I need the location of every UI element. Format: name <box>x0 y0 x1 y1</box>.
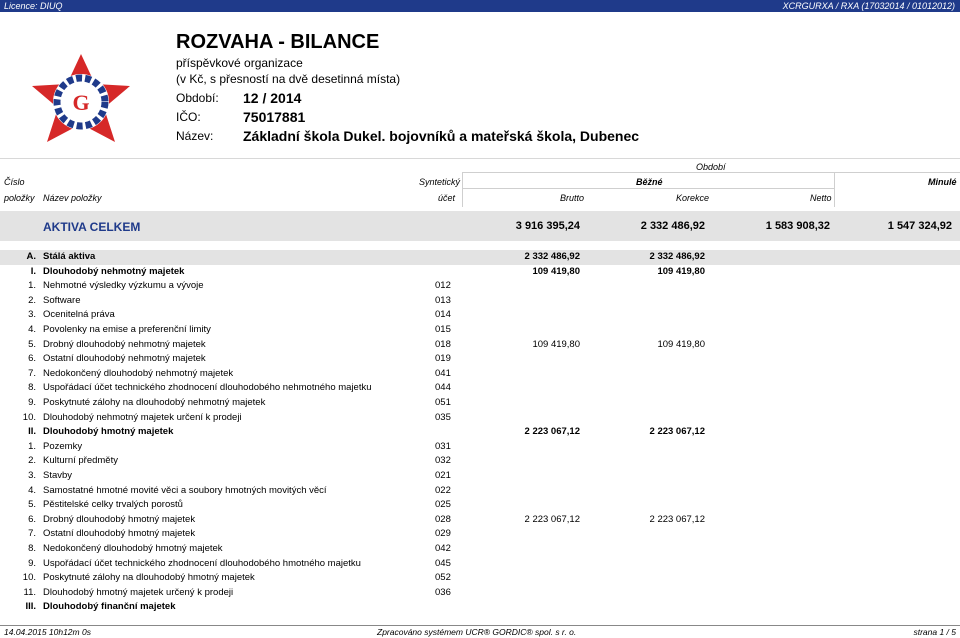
item-name: Uspořádací účet technického zhodnocení dlouhodobého nehmotného majetku <box>43 382 372 394</box>
row-number: 2. <box>28 455 36 467</box>
table-row <box>0 338 960 353</box>
name-value: Základní škola Dukel. bojovníků a mateřská škola, Dubenec <box>243 128 640 144</box>
row-number: 6. <box>28 513 36 525</box>
item-name: Nehmotné výsledky výzkumu a vývoje <box>43 280 204 292</box>
row-number: 6. <box>28 353 36 365</box>
account-number: 022 <box>435 484 451 496</box>
gordic-logo <box>22 52 140 148</box>
item-name: Software <box>43 294 81 306</box>
grand-total-brutto: 3 916 395,24 <box>515 220 580 232</box>
item-name: Nedokončený dlouhodobý nehmotný majetek <box>43 367 234 379</box>
item-name: Ostatní dlouhodobý nehmotný majetek <box>43 353 206 365</box>
col-synteticky: Syntetický <box>419 177 461 187</box>
units-note: (v Kč, s přesností na dvě desetinná místa) <box>176 72 401 86</box>
item-name: Poskytnuté zálohy na dlouhodobý nehmotný majetek <box>43 397 266 408</box>
account-number: 032 <box>435 455 451 467</box>
row-number: 8. <box>28 382 36 394</box>
row-number: 3. <box>28 470 36 481</box>
row-number: 4. <box>28 324 36 335</box>
account-number: 052 <box>435 572 451 584</box>
col-minule: Minulé <box>928 177 957 187</box>
table-row <box>0 527 960 542</box>
table-row <box>0 469 960 484</box>
name-label: Název: <box>176 129 214 143</box>
row-number: 7. <box>28 367 36 379</box>
table-row <box>0 542 960 557</box>
row-number: 3. <box>28 309 36 321</box>
account-number: 051 <box>435 397 451 408</box>
account-number: 031 <box>435 440 451 452</box>
account-number: 018 <box>435 338 451 350</box>
account-number: 042 <box>435 543 451 554</box>
col-netto: Netto <box>810 193 832 203</box>
table-row <box>0 498 960 513</box>
item-name: Ostatní dlouhodobý hmotný majetek <box>43 528 196 540</box>
top-bar <box>0 0 960 12</box>
brutto-value: 2 223 067,12 <box>524 513 580 525</box>
account-number: 041 <box>435 367 451 379</box>
account-number: 044 <box>435 382 451 394</box>
brutto-value: 2 332 486,92 <box>524 251 580 262</box>
row-number: 8. <box>28 543 36 554</box>
row-number: 10. <box>22 572 36 584</box>
footer-timestamp: 14.04.2015 10h12m 0s <box>4 627 91 637</box>
footer-processed: Zpracováno systémem UCR® GORDIC® spol. s r. o. <box>377 627 577 637</box>
period-value: 12 / 2014 <box>243 90 302 106</box>
grand-total-minule: 1 547 324,92 <box>887 220 952 232</box>
table-row <box>0 396 960 411</box>
ico-value: 75017881 <box>243 109 306 125</box>
report-code: XCRGURXA / RXA (17032014 / 01012012) <box>782 1 955 11</box>
header-divider <box>462 172 960 173</box>
table-row <box>0 323 960 338</box>
footer-page: strana 1 / 5 <box>913 627 956 637</box>
table-row <box>0 440 960 455</box>
account-number: 015 <box>435 324 451 335</box>
table-row <box>0 454 960 469</box>
item-name: Pěstitelské celky trvalých porostů <box>43 499 183 511</box>
col-brutto: Brutto <box>560 193 585 203</box>
table-row <box>0 294 960 309</box>
item-name: Dlouhodobý finanční majetek <box>43 601 176 613</box>
account-number: 012 <box>435 280 451 292</box>
header-divider <box>462 172 463 207</box>
row-number: III. <box>25 601 36 613</box>
item-name: Pozemky <box>43 440 83 452</box>
netto-value: 109 419,80 <box>657 265 705 277</box>
grand-total-netto: 1 583 908,32 <box>765 220 830 232</box>
item-name: Stavby <box>43 470 73 481</box>
row-number: 7. <box>28 528 36 540</box>
table-row <box>0 308 960 323</box>
row-number: A. <box>26 251 36 262</box>
netto-value: 2 223 067,12 <box>649 426 705 438</box>
item-name: Stálá aktiva <box>43 251 96 262</box>
brutto-value: 109 419,80 <box>532 265 580 277</box>
item-name: Poskytnuté zálohy na dlouhodobý hmotný majetek <box>43 572 255 584</box>
row-number: 5. <box>28 338 36 350</box>
header-divider <box>834 172 835 207</box>
item-name: Dlouhodobý nehmotný majetek určení k prodeji <box>43 411 242 423</box>
netto-value: 2 332 486,92 <box>649 251 705 262</box>
col-cislo: Číslo <box>4 177 25 187</box>
netto-value: 2 223 067,12 <box>649 513 705 525</box>
table-row <box>0 484 960 499</box>
col-nazev: Název položky <box>43 193 102 203</box>
col-polozky: položky <box>4 193 35 203</box>
table-row <box>0 513 960 528</box>
grand-total-label: AKTIVA CELKEM <box>43 220 141 234</box>
license-text: Licence: DIUQ <box>4 1 63 11</box>
svg-text:G: G <box>72 90 90 115</box>
row-number: 2. <box>28 294 36 306</box>
table-row <box>0 367 960 382</box>
table-row <box>0 352 960 367</box>
grand-total-korekce: 2 332 486,92 <box>640 220 705 232</box>
item-name: Dlouhodobý hmotný majetek <box>43 426 174 438</box>
table-row <box>0 265 960 280</box>
item-name: Uspořádací účet technického zhodnocení dlouhodobého hmotného majetku <box>43 557 361 569</box>
item-name: Kulturní předměty <box>43 455 118 467</box>
item-name: Drobný dlouhodobý hmotný majetek <box>43 513 196 525</box>
table-row <box>0 600 960 615</box>
row-number: 10. <box>22 411 36 423</box>
ico-label: IČO: <box>176 110 201 124</box>
item-name: Dlouhodobý nehmotný majetek <box>43 265 185 277</box>
table-row <box>0 586 960 601</box>
account-number: 014 <box>435 309 451 321</box>
item-name: Nedokončený dlouhodobý hmotný majetek <box>43 543 223 554</box>
item-name: Drobný dlouhodobý nehmotný majetek <box>43 338 206 350</box>
row-number: 11. <box>23 586 36 598</box>
account-number: 035 <box>435 411 451 423</box>
row-number: I. <box>30 265 36 277</box>
col-bezne: Běžné <box>636 177 663 187</box>
table-row <box>0 425 960 440</box>
aktiva-celkem-row <box>0 211 960 241</box>
account-number: 021 <box>435 470 451 481</box>
brutto-value: 2 223 067,12 <box>524 426 580 438</box>
item-name: Dlouhodobý hmotný majetek určený k prodeji <box>43 586 234 598</box>
account-number: 019 <box>435 353 451 365</box>
report-title: ROZVAHA - BILANCE <box>176 31 380 53</box>
row-number: 5. <box>28 499 36 511</box>
table-row <box>0 381 960 396</box>
brutto-value: 109 419,80 <box>532 338 580 350</box>
netto-value: 109 419,80 <box>657 338 705 350</box>
row-number: 4. <box>28 484 36 496</box>
column-header <box>0 158 960 207</box>
col-ucet: účet <box>438 193 456 203</box>
table-row <box>0 411 960 426</box>
account-number: 025 <box>435 499 451 511</box>
row-number: II. <box>28 426 36 438</box>
account-number: 029 <box>435 528 451 540</box>
page-footer <box>0 625 960 638</box>
item-name: Povolenky na emise a preferenční limity <box>43 324 211 335</box>
row-number: 1. <box>28 280 36 292</box>
item-name: Samostatné hmotné movité věci a soubory hmotných movitých věcí <box>43 484 327 496</box>
org-type: příspěvkové organizace <box>176 56 303 70</box>
account-number: 013 <box>435 294 451 306</box>
account-number: 045 <box>435 557 451 569</box>
table-row <box>0 557 960 572</box>
row-number: 9. <box>28 397 36 408</box>
row-number: 9. <box>28 557 36 569</box>
account-number: 028 <box>435 513 451 525</box>
row-number: 1. <box>28 440 36 452</box>
account-number: 036 <box>435 586 451 598</box>
header-divider <box>462 188 834 189</box>
col-korekce: Korekce <box>676 193 710 203</box>
col-obdobi: Období <box>696 162 726 172</box>
period-label: Období: <box>176 91 219 105</box>
table-row <box>0 279 960 294</box>
item-name: Ocenitelná práva <box>43 309 115 321</box>
table-row <box>0 571 960 586</box>
table-row <box>0 250 960 265</box>
